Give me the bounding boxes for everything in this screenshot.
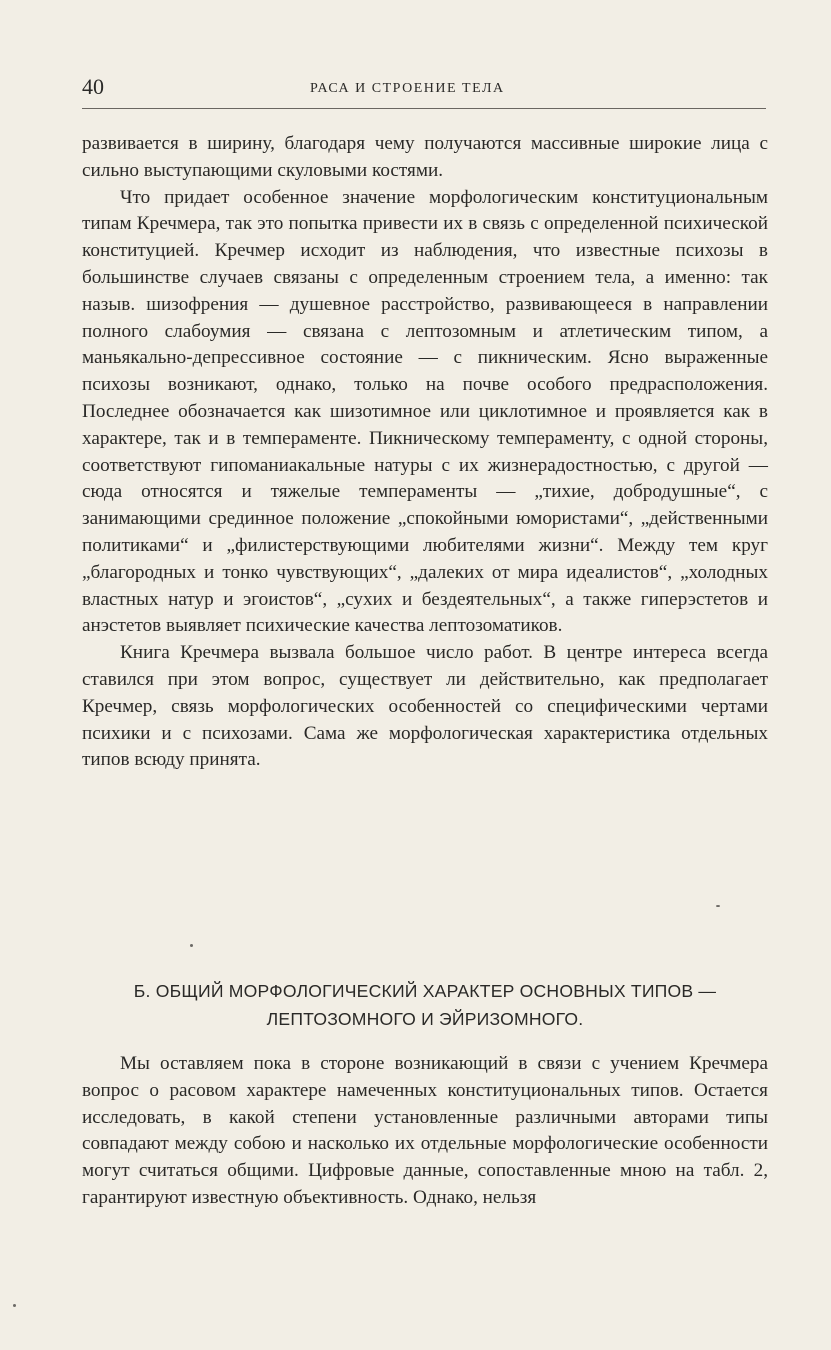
paper-speck (13, 1304, 16, 1307)
running-head: РАСА И СТРОЕНИЕ ТЕЛА (310, 81, 505, 96)
paper-speck (190, 944, 193, 947)
section-heading-line-1: Б. ОБЩИЙ МОРФОЛОГИЧЕСКИЙ ХАРАКТЕР ОСНОВНЫХ ТИПОВ — (133, 981, 717, 1001)
header-rule (82, 108, 766, 109)
section-heading-line-2: ЛЕПТОЗОМНОГО И ЭЙРИЗОМНОГО. (266, 1009, 584, 1029)
paragraph-kretschmer-types: Что придает особенное значение морфологическим конституциональным типам Кречмера, так это попытка привести их в связь с определенной психической конституцией. Кречмер исходит из наблюдения, что известные психозы в большинстве случаев связаны с определенным строением тела, а именно: так назыв. шизофрения — душевное расстройство, развивающееся в направлении полного слабоумия — связана с лептозомным и атлетическим типом, а маньякально-депрессивное состояние — с пикническим. Ясно выраженные психозы возникают, однако, только на почве особого предрасположения. Последнее обозначается как шизотимное или циклотимное и проявляется как в характере, так и в темпераменте. Пикническому темпераменту, с одной стороны, соответствуют гипоманиакальные натуры с их жизнерадостностью, с другой — сюда относятся и тяжелые темпераменты — „тихие, добродушные“, с занимающими срединное положение „спокойными юмористами“, „действенными политиками“ и „филистерствующими любителями жизни“. Между тем круг „благородных и тонко чувствующих“, „далеких от мира идеалистов“, „холодных властных натур и эгоистов“, „сухих и бездеятельных“, а также гиперэстетов и анэстетов выявляет психические качества лептозоматиков. (82, 186, 768, 637)
paragraph-section-intro: Мы оставляем пока в стороне возникающий в связи с учением Кречмера вопрос о расовом характере намеченных конституциональных типов. Остается исследовать, в какой степени установленные различными авторами типы совпадают между собою и насколько их отдельные морфологические особенности могут считаться общими. Цифровые данные, сопоставленные мною на табл. 2, гарантируют известную объективность. Однако, нельзя (82, 1053, 768, 1208)
body-text-top (82, 131, 768, 774)
paper-speck (716, 905, 720, 907)
page-header (82, 74, 768, 108)
body-text-bottom (82, 1051, 768, 1212)
section-heading (82, 977, 768, 1033)
paragraph-kretschmer-book: Книга Кречмера вызвала большое число работ. В центре интереса всегда ставился при этом вопрос, существует ли действительно, как предполагает Кречмер, связь морфологических особенностей со специфическими чертами психики и с психозами. Сама же морфологическая характеристика отдельных типов всюду принята. (82, 642, 768, 771)
page-number: 40 (82, 74, 104, 99)
paragraph-continued: развивается в ширину, благодаря чему получаются массивные широкие лица с сильно выступающими скуловыми костями. (82, 133, 768, 181)
